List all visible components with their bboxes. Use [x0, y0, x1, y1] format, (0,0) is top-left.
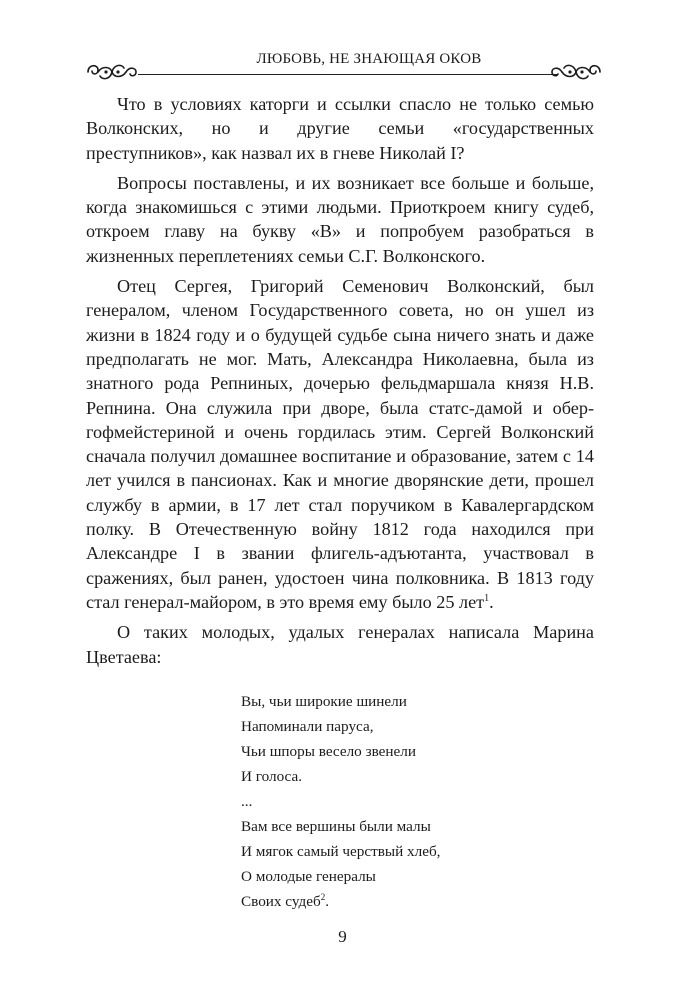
- poem-line: Вам все вершины были малы: [241, 818, 431, 835]
- running-header-title: ЛЮБОВЬ, НЕ ЗНАЮЩАЯ ОКОВ: [256, 51, 482, 67]
- poem-line: И голоса.: [241, 768, 303, 785]
- poem-line: И мягок самый черствый хлеб,: [241, 843, 441, 860]
- paragraph: Что в условиях каторги и ссылки спасло не только семью Волконских, но и другие семьи «государственных преступников», как назвал их в гневе Николай I?: [86, 94, 594, 163]
- poem-line: Своих судеб$^2$.: [241, 892, 329, 910]
- running-header: [84, 44, 604, 84]
- page-number: 9: [338, 927, 347, 946]
- paragraph: Вопросы поставлены, и их возникает все больше и больше, когда знакомишься с этими людьми. Приоткроем книгу судеб, откроем главу на букву «В» и попробуем разобраться в жизненных переплетениях семьи С.Г. Волконского.: [86, 172, 594, 266]
- poem-line: Чьи шпоры весело звенели: [241, 743, 416, 760]
- poem-line: О молодые генералы: [241, 868, 376, 885]
- paragraph: Отец Сергея, Григорий Семенович Волконский, был генералом, членом Государственного совета, но он ушел из жизни в 1824 году и о будущей судьбе сына ничего знать и даже предполагать не мог. Мать, Александра Николаевна, была из знатного рода Репниных, дочерью фельдмаршала князя Н.В. Репнина. Она служила при дворе, была статс-дамой и обер-гофмейстериной и очень гордилась этим. Сергей Волконский сначала получил домашнее воспитание и образование, затем с 14 лет учился в пансионах. Как и многие дворянские дети, прошел службу в армии, в 17 лет стал поручиком в Кавалергардском полку. В Отечественную войну 1812 года находился при Александре I в звании флигель-адъютанта, участвовал в сражениях, был ранен, удостоен чина полковника. В 1813 году стал генерал-майором, в это время ему было 25 лет$^1$.: [86, 276, 594, 612]
- footnote-mark: 1: [484, 592, 490, 604]
- poem-line-text: Своих судеб: [241, 893, 321, 910]
- flourish-ornament-icon: [548, 58, 604, 86]
- header-rule: [138, 74, 558, 75]
- paragraph-text: Отец Сергея, Григорий Семенович Волконский, был генералом, членом Государственного совета, но он ушел из жизни в 1824 году и о будущей судьбе сына ничего знать и даже предполагать не мог. Мать, Александра Николаевна, была из знатного рода Репниных, дочерью фельдмаршала князя Н.В. Репнина. Она служила при дворе, была статс-дамой и обер-гофмейстериной и очень гордилась этим. Сергей Волконский сначала получил домашнее воспитание и образование, затем с 14 лет учился в пансионах. Как и многие дворянские дети, прошел службу в армии, в 17 лет стал поручиком в Кавалергардском полку. В Отечественную войну 1812 года находился при Александре I в звании флигель-адъютанта, участвовал в сражениях, был ранен, удостоен чина полковника. В 1813 году стал генерал-майором, в это время ему было 25 лет: [86, 276, 594, 612]
- poem-line: Вы, чьи широкие шинели: [241, 693, 407, 710]
- body-text: [86, 92, 594, 675]
- poem: [241, 689, 561, 914]
- paragraph: О таких молодых, удалых генералах написала Марина Цветаева:: [86, 622, 594, 667]
- poem-line: Напоминали паруса,: [241, 718, 374, 735]
- footnote-mark: 2: [320, 892, 326, 902]
- poem-line: ...: [241, 793, 253, 810]
- flourish-ornament-icon: [84, 58, 140, 86]
